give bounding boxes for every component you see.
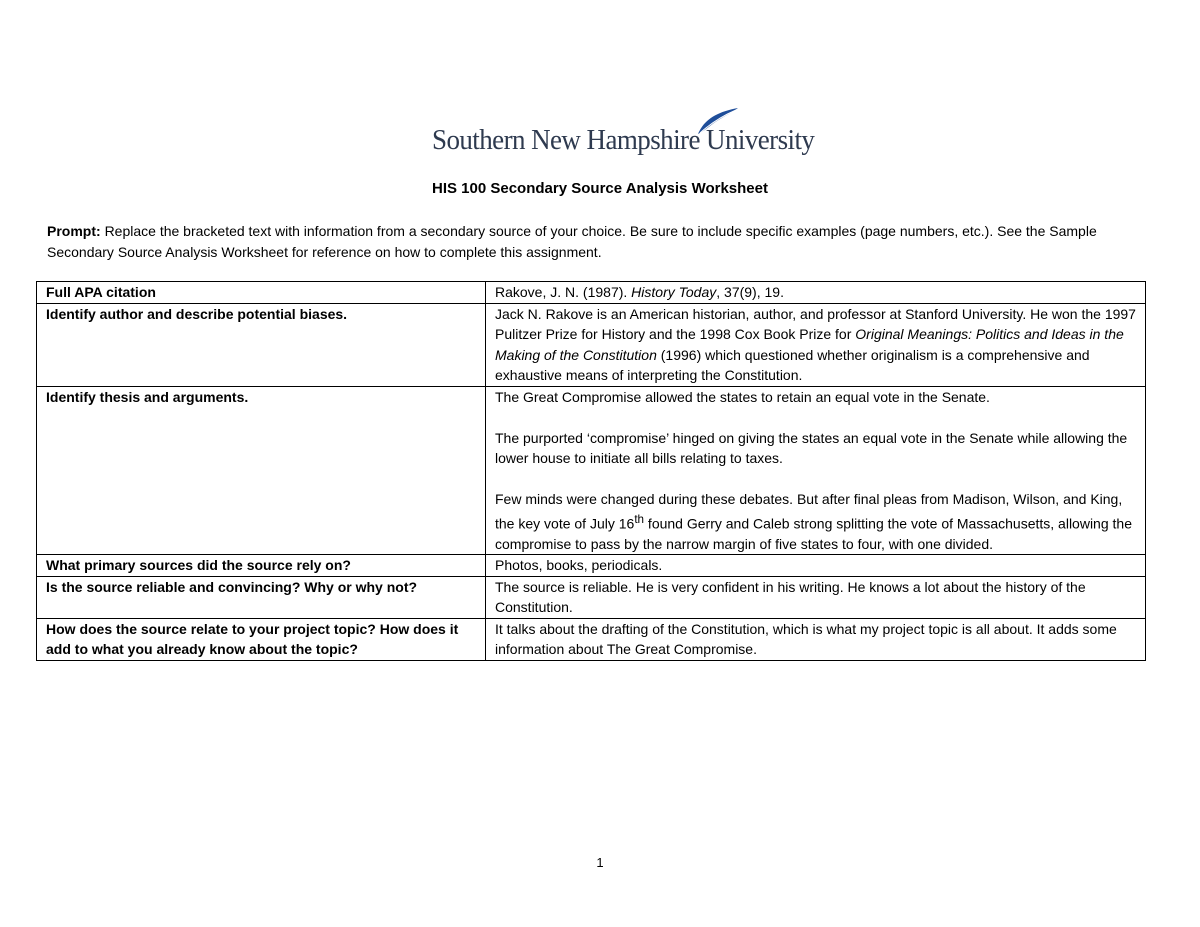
question-cell: Full APA citation [37, 282, 486, 304]
prompt-paragraph [47, 221, 1137, 263]
document-title: HIS 100 Secondary Source Analysis Worksheet [432, 180, 768, 197]
table-row [37, 555, 1146, 577]
analysis-table [36, 281, 1146, 661]
answer-cell: It talks about the drafting of the Constitution, which is what my project topic is all about. It adds some information about The Great Compromise. [486, 618, 1146, 660]
table-row [37, 618, 1146, 660]
table-row [37, 303, 1146, 386]
table-row [37, 576, 1146, 618]
answer-cell: Photos, books, periodicals. [486, 555, 1146, 577]
university-logo [432, 106, 815, 162]
argument-paragraph: The purported ‘compromise’ hinged on giving the states an equal vote in the Senate while allowing the lower house to initiate all bills relating to taxes. [495, 429, 1128, 466]
answer-cell [486, 386, 1146, 555]
answer-cell: Jack N. Rakove is an American historian, author, and professor at Stanford University. He won the 1997 Pulitzer Prize for History and the 1998 Cox Book Prize for Original Meanings: Politics and Ideas in the Making of the Constitution (1996) which questioned whether originalism is a comprehensive and exhaustive means of interpreting the Constitution. [486, 303, 1146, 386]
question-cell: How does the source relate to your project topic? How does it add to what you already know about the topic? [37, 618, 486, 660]
argument-paragraph: Few minds were changed during these debates. But after final pleas from Madison, Wilson, and King, the key vote of July 16th found Gerry and Caleb strong splitting the vote of Massachusetts, allowing the compromise to pass by the narrow margin of five states to four, with one divided. [495, 491, 1132, 552]
prompt-text: Replace the bracketed text with information from a secondary source of your choice. Be sure to include specific examples (page numbers, etc.). See the Sample Secondary Source Analysis Worksheet for reference on how to complete this assignment. [47, 223, 1097, 260]
logo-wordmark: Southern New Hampshire University [432, 124, 815, 156]
question-cell: Identify author and describe potential biases. [37, 303, 486, 386]
prompt-label: Prompt: [47, 223, 101, 239]
journal-title: History Today [631, 284, 717, 300]
answer-cell: The source is reliable. He is very confident in his writing. He knows a lot about the history of the Constitution. [486, 576, 1146, 618]
answer-cell: Rakove, J. N. (1987). History Today, 37(9), 19. [486, 282, 1146, 304]
thesis-paragraph: The Great Compromise allowed the states to retain an equal vote in the Senate. [495, 388, 990, 405]
question-cell: Is the source reliable and convincing? Why or why not? [37, 576, 486, 618]
page-number: 1 [596, 855, 604, 870]
table-row [37, 386, 1146, 555]
question-cell: Identify thesis and arguments. [37, 386, 486, 555]
question-cell: What primary sources did the source rely on? [37, 555, 486, 577]
book-title: Original Meanings: Politics and Ideas in the Making of the Constitution [495, 326, 1124, 363]
table-row [37, 282, 1146, 304]
